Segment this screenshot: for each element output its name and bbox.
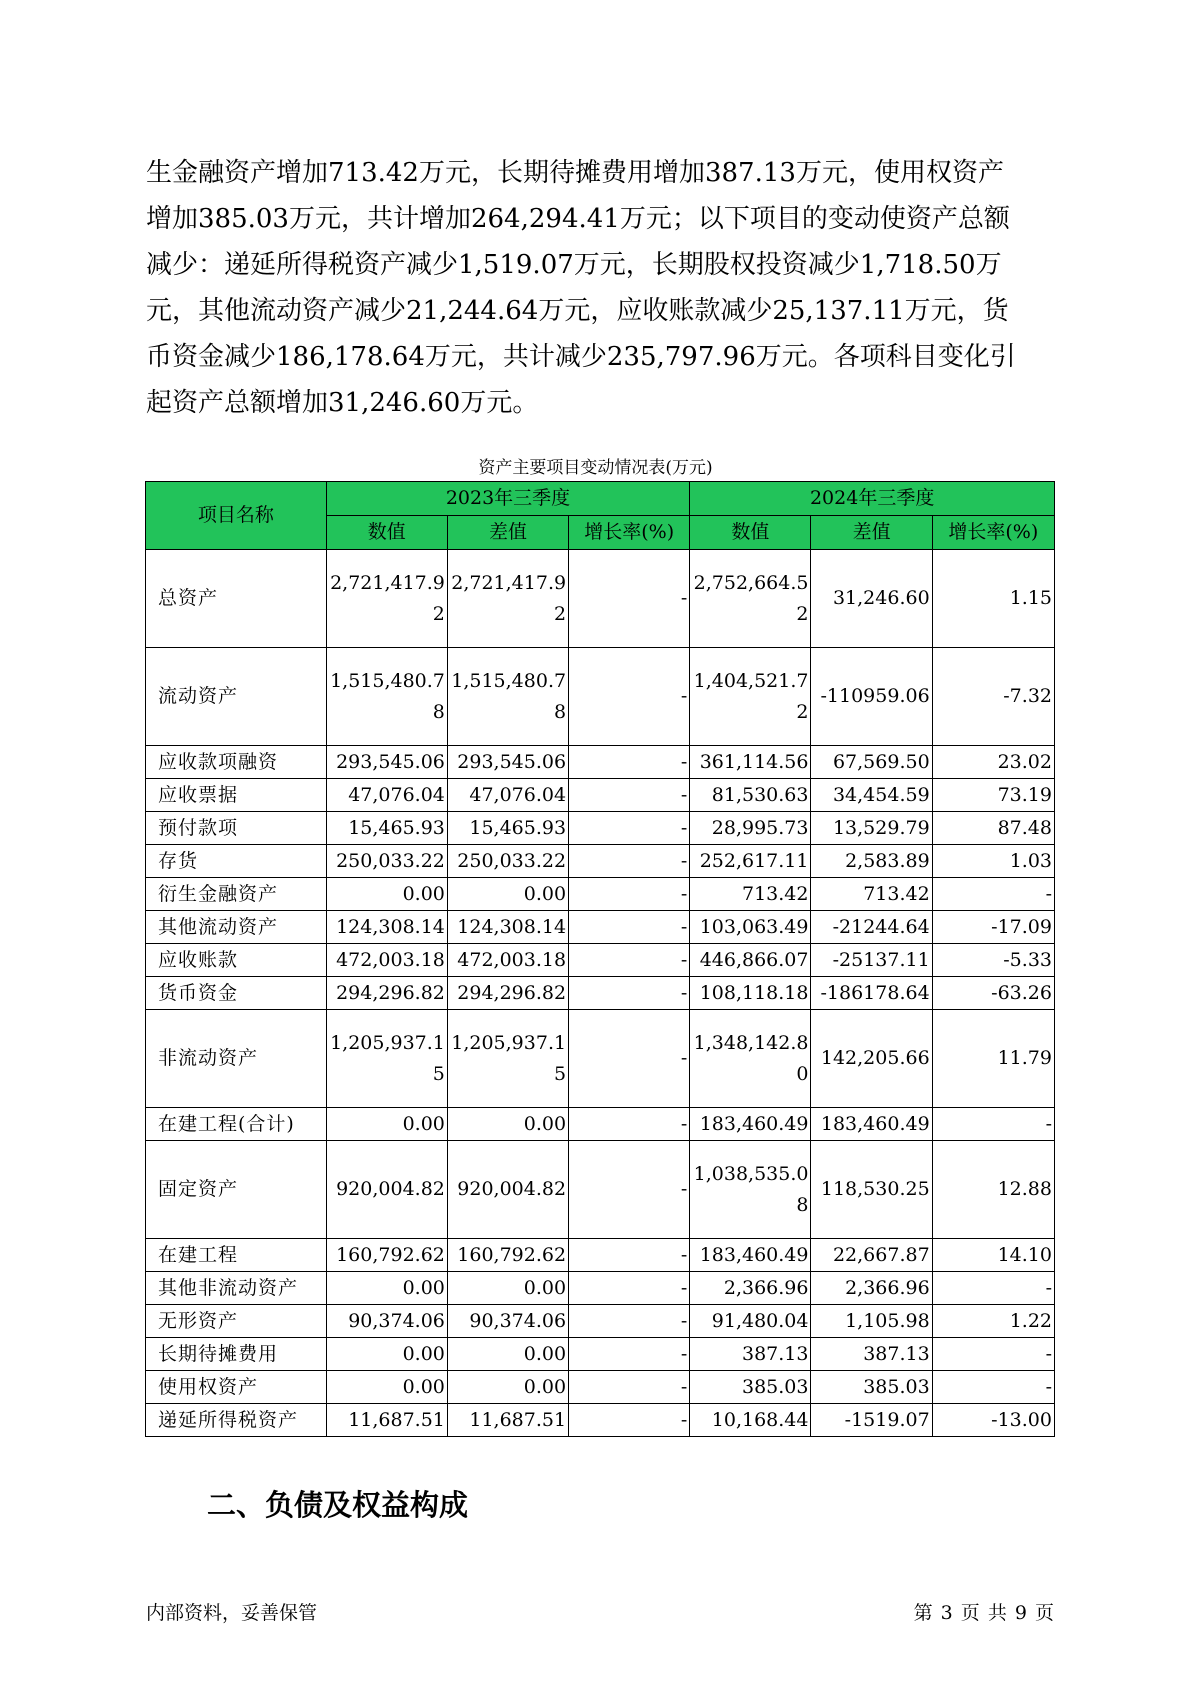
row-item-name: 货币资金 <box>146 977 327 1010</box>
cell-growth-2024: - <box>932 1272 1054 1305</box>
cell-growth-2024: -17.09 <box>932 911 1054 944</box>
cell-growth-2023: - <box>569 1108 690 1141</box>
cell-growth-2023: - <box>569 944 690 977</box>
row-item-name: 应收票据 <box>146 779 327 812</box>
cell-growth-2023: - <box>569 812 690 845</box>
cell-diff-2024: 2,366.96 <box>811 1272 932 1305</box>
cell-diff-2023: 294,296.82 <box>447 977 568 1010</box>
cell-diff-2023: 0.00 <box>447 1108 568 1141</box>
cell-diff-2024: -1519.07 <box>811 1404 932 1437</box>
table-row <box>146 845 1055 878</box>
header-value: 数值 <box>326 516 447 550</box>
paragraph-line: 币资金减少186,178.64万元，共计减少235,797.96万元。各项科目变化引 <box>146 342 1016 372</box>
cell-growth-2023: - <box>569 845 690 878</box>
cell-value-2023: 2,721,417.92 <box>326 550 447 648</box>
table-row <box>146 648 1055 746</box>
header-diff: 差值 <box>811 516 932 550</box>
row-item-name: 非流动资产 <box>146 1010 327 1108</box>
header-item-name: 项目名称 <box>146 482 327 550</box>
cell-growth-2023: - <box>569 1404 690 1437</box>
cell-diff-2024: 2,583.89 <box>811 845 932 878</box>
cell-value-2024: 1,404,521.72 <box>690 648 811 746</box>
cell-value-2023: 294,296.82 <box>326 977 447 1010</box>
header-growth: 增长率(%) <box>569 516 690 550</box>
cell-diff-2024: -110959.06 <box>811 648 932 746</box>
cell-value-2024: 385.03 <box>690 1371 811 1404</box>
row-item-name: 流动资产 <box>146 648 327 746</box>
cell-growth-2024: -63.26 <box>932 977 1054 1010</box>
cell-growth-2024: -5.33 <box>932 944 1054 977</box>
cell-diff-2023: 0.00 <box>447 1272 568 1305</box>
table-row <box>146 779 1055 812</box>
cell-growth-2023: - <box>569 1305 690 1338</box>
cell-value-2023: 1,515,480.78 <box>326 648 447 746</box>
footer-page-number: 第 3 页 共 9 页 <box>913 1602 1054 1624</box>
cell-diff-2023: 90,374.06 <box>447 1305 568 1338</box>
cell-diff-2023: 0.00 <box>447 878 568 911</box>
cell-value-2024: 2,366.96 <box>690 1272 811 1305</box>
cell-value-2023: 920,004.82 <box>326 1141 447 1239</box>
paragraph-line: 生金融资产增加713.42万元，长期待摊费用增加387.13万元，使用权资产 <box>146 158 1004 188</box>
cell-value-2024: 252,617.11 <box>690 845 811 878</box>
footer-confidential-note: 内部资料，妥善保管 <box>146 1602 318 1624</box>
cell-growth-2023: - <box>569 550 690 648</box>
cell-diff-2023: 1,515,480.78 <box>447 648 568 746</box>
cell-growth-2023: - <box>569 1272 690 1305</box>
row-item-name: 在建工程(合计) <box>146 1108 327 1141</box>
table-row <box>146 977 1055 1010</box>
cell-diff-2023: 1,205,937.15 <box>447 1010 568 1108</box>
cell-diff-2024: 31,246.60 <box>811 550 932 648</box>
table-row <box>146 812 1055 845</box>
cell-diff-2023: 15,465.93 <box>447 812 568 845</box>
cell-growth-2023: - <box>569 1371 690 1404</box>
cell-diff-2024: -186178.64 <box>811 977 932 1010</box>
cell-value-2024: 103,063.49 <box>690 911 811 944</box>
cell-diff-2024: 183,460.49 <box>811 1108 932 1141</box>
cell-diff-2023: 920,004.82 <box>447 1141 568 1239</box>
cell-growth-2024: 87.48 <box>932 812 1054 845</box>
cell-value-2024: 713.42 <box>690 878 811 911</box>
header-value: 数值 <box>690 516 811 550</box>
cell-diff-2023: 47,076.04 <box>447 779 568 812</box>
cell-diff-2024: 1,105.98 <box>811 1305 932 1338</box>
cell-value-2023: 11,687.51 <box>326 1404 447 1437</box>
cell-value-2023: 124,308.14 <box>326 911 447 944</box>
cell-growth-2024: 1.15 <box>932 550 1054 648</box>
cell-value-2023: 90,374.06 <box>326 1305 447 1338</box>
cell-growth-2024: -13.00 <box>932 1404 1054 1437</box>
cell-growth-2023: - <box>569 1338 690 1371</box>
table-row <box>146 1010 1055 1108</box>
cell-growth-2024: 11.79 <box>932 1010 1054 1108</box>
row-item-name: 应收账款 <box>146 944 327 977</box>
cell-value-2024: 10,168.44 <box>690 1404 811 1437</box>
table-row <box>146 1272 1055 1305</box>
row-item-name: 衍生金融资产 <box>146 878 327 911</box>
row-item-name: 总资产 <box>146 550 327 648</box>
row-item-name: 在建工程 <box>146 1239 327 1272</box>
paragraph-line: 增加385.03万元，共计增加264,294.41万元；以下项目的变动使资产总额 <box>146 204 1010 234</box>
cell-value-2024: 28,995.73 <box>690 812 811 845</box>
cell-growth-2024: 14.10 <box>932 1239 1054 1272</box>
cell-value-2023: 47,076.04 <box>326 779 447 812</box>
table-row <box>146 1141 1055 1239</box>
body-paragraph <box>146 150 1046 426</box>
cell-diff-2024: -21244.64 <box>811 911 932 944</box>
cell-value-2023: 472,003.18 <box>326 944 447 977</box>
row-item-name: 固定资产 <box>146 1141 327 1239</box>
cell-value-2023: 0.00 <box>326 878 447 911</box>
cell-diff-2023: 2,721,417.92 <box>447 550 568 648</box>
table-row <box>146 1305 1055 1338</box>
table-row <box>146 911 1055 944</box>
table-row <box>146 944 1055 977</box>
cell-diff-2023: 160,792.62 <box>447 1239 568 1272</box>
table-row <box>146 1338 1055 1371</box>
row-item-name: 预付款项 <box>146 812 327 845</box>
cell-diff-2023: 124,308.14 <box>447 911 568 944</box>
cell-diff-2024: 34,454.59 <box>811 779 932 812</box>
cell-growth-2023: - <box>569 878 690 911</box>
cell-growth-2024: 12.88 <box>932 1141 1054 1239</box>
cell-growth-2024: 73.19 <box>932 779 1054 812</box>
cell-value-2023: 160,792.62 <box>326 1239 447 1272</box>
cell-value-2024: 81,530.63 <box>690 779 811 812</box>
cell-diff-2024: 713.42 <box>811 878 932 911</box>
row-item-name: 无形资产 <box>146 1305 327 1338</box>
cell-value-2024: 446,866.07 <box>690 944 811 977</box>
cell-growth-2023: - <box>569 779 690 812</box>
cell-value-2023: 250,033.22 <box>326 845 447 878</box>
table-row <box>146 1404 1055 1437</box>
table-row <box>146 878 1055 911</box>
paragraph-line: 元，其他流动资产减少21,244.64万元，应收账款减少25,137.11万元，货 <box>146 296 1009 326</box>
cell-growth-2024: - <box>932 1371 1054 1404</box>
cell-diff-2023: 472,003.18 <box>447 944 568 977</box>
cell-value-2023: 0.00 <box>326 1338 447 1371</box>
table-row <box>146 746 1055 779</box>
cell-value-2024: 1,038,535.08 <box>690 1141 811 1239</box>
table-row <box>146 1108 1055 1141</box>
table-row <box>146 1371 1055 1404</box>
cell-value-2024: 2,752,664.52 <box>690 550 811 648</box>
cell-growth-2023: - <box>569 911 690 944</box>
row-item-name: 其他非流动资产 <box>146 1272 327 1305</box>
cell-growth-2023: - <box>569 1010 690 1108</box>
header-period-2024: 2024年三季度 <box>690 482 1055 516</box>
cell-diff-2023: 293,545.06 <box>447 746 568 779</box>
cell-diff-2024: 118,530.25 <box>811 1141 932 1239</box>
cell-growth-2023: - <box>569 1141 690 1239</box>
cell-value-2024: 183,460.49 <box>690 1239 811 1272</box>
paragraph-line: 起资产总额增加31,246.60万元。 <box>146 388 539 418</box>
cell-growth-2024: 1.03 <box>932 845 1054 878</box>
row-item-name: 递延所得税资产 <box>146 1404 327 1437</box>
cell-value-2024: 387.13 <box>690 1338 811 1371</box>
table-caption: 资产主要项目变动情况表(万元) <box>478 458 713 478</box>
cell-growth-2023: - <box>569 1239 690 1272</box>
cell-diff-2024: -25137.11 <box>811 944 932 977</box>
header-period-2023: 2023年三季度 <box>326 482 690 516</box>
cell-value-2023: 0.00 <box>326 1272 447 1305</box>
cell-diff-2024: 387.13 <box>811 1338 932 1371</box>
cell-value-2023: 1,205,937.15 <box>326 1010 447 1108</box>
table-row <box>146 1239 1055 1272</box>
cell-growth-2024: - <box>932 878 1054 911</box>
row-item-name: 其他流动资产 <box>146 911 327 944</box>
row-item-name: 使用权资产 <box>146 1371 327 1404</box>
cell-value-2024: 361,114.56 <box>690 746 811 779</box>
cell-diff-2023: 11,687.51 <box>447 1404 568 1437</box>
cell-growth-2024: 23.02 <box>932 746 1054 779</box>
section-heading: 二、负债及权益构成 <box>207 1488 469 1522</box>
cell-value-2023: 0.00 <box>326 1108 447 1141</box>
cell-diff-2023: 0.00 <box>447 1338 568 1371</box>
cell-growth-2024: -7.32 <box>932 648 1054 746</box>
cell-diff-2023: 0.00 <box>447 1371 568 1404</box>
cell-diff-2024: 22,667.87 <box>811 1239 932 1272</box>
cell-growth-2024: - <box>932 1338 1054 1371</box>
cell-diff-2024: 67,569.50 <box>811 746 932 779</box>
cell-diff-2023: 250,033.22 <box>447 845 568 878</box>
cell-diff-2024: 142,205.66 <box>811 1010 932 1108</box>
cell-value-2023: 0.00 <box>326 1371 447 1404</box>
cell-growth-2024: - <box>932 1108 1054 1141</box>
header-diff: 差值 <box>447 516 568 550</box>
cell-value-2024: 108,118.18 <box>690 977 811 1010</box>
row-item-name: 存货 <box>146 845 327 878</box>
cell-diff-2024: 385.03 <box>811 1371 932 1404</box>
cell-growth-2023: - <box>569 648 690 746</box>
cell-value-2024: 1,348,142.80 <box>690 1010 811 1108</box>
cell-value-2024: 183,460.49 <box>690 1108 811 1141</box>
header-growth: 增长率(%) <box>932 516 1054 550</box>
cell-growth-2023: - <box>569 746 690 779</box>
cell-growth-2024: 1.22 <box>932 1305 1054 1338</box>
cell-value-2024: 91,480.04 <box>690 1305 811 1338</box>
row-item-name: 长期待摊费用 <box>146 1338 327 1371</box>
cell-value-2023: 293,545.06 <box>326 746 447 779</box>
paragraph-line: 减少：递延所得税资产减少1,519.07万元，长期股权投资减少1,718.50万 <box>146 250 1002 280</box>
cell-diff-2024: 13,529.79 <box>811 812 932 845</box>
row-item-name: 应收款项融资 <box>146 746 327 779</box>
assets-change-table <box>145 481 1055 1437</box>
cell-growth-2023: - <box>569 977 690 1010</box>
table-row <box>146 550 1055 648</box>
cell-value-2023: 15,465.93 <box>326 812 447 845</box>
